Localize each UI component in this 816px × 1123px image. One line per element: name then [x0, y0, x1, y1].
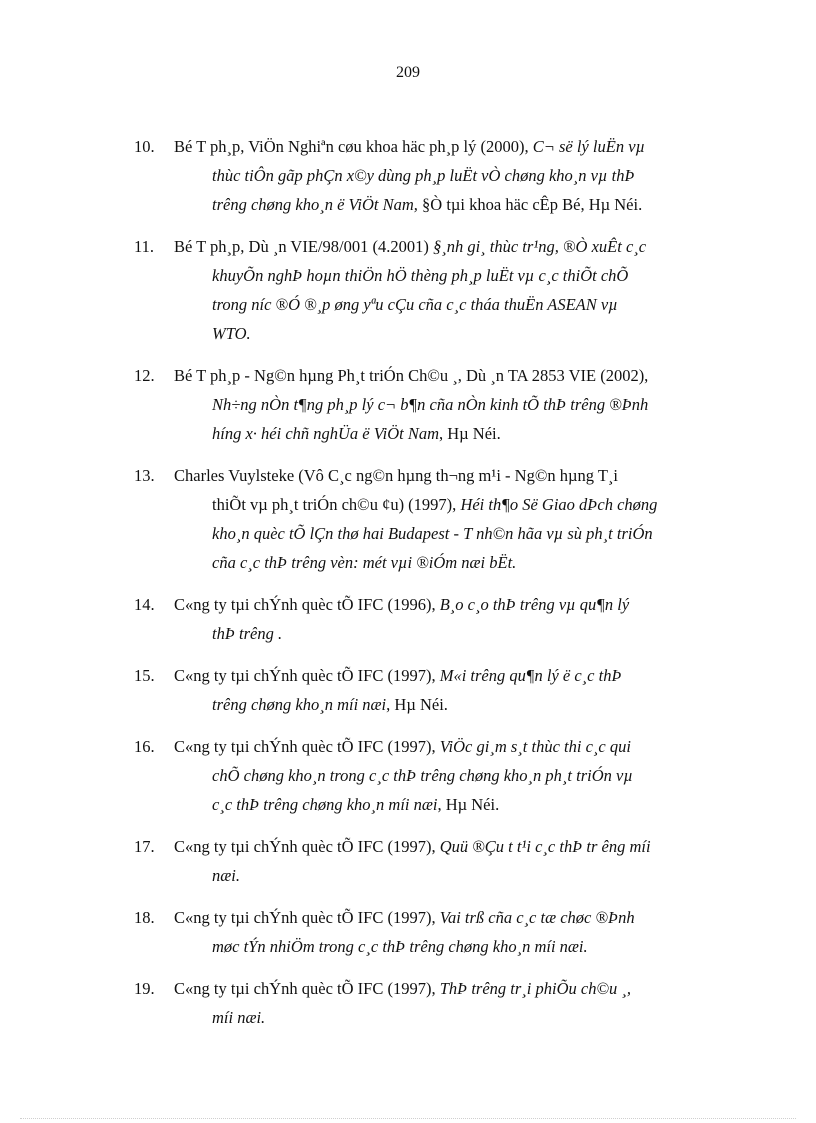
reference-text: Bé T ph¸p, Dù ¸n VIE/98/001 (4.2001) [174, 237, 433, 256]
reference-item [134, 232, 740, 348]
reference-title-text: Vai trß cña c¸c tæ chøc ®Þnh [439, 908, 635, 927]
reference-line [212, 319, 740, 348]
reference-text: C«ng ty tµi chÝnh quèc tÕ IFC (1997), [174, 908, 440, 927]
footer-divider [20, 1118, 796, 1119]
reference-text: Bé T ph¸p, ViÖn Nghiªn cøu khoa häc ph¸p lý (2000), [174, 137, 533, 156]
reference-text: C«ng ty tµi chÝnh quèc tÕ IFC (1997), [174, 737, 440, 756]
reference-title-text: thùc tiÔn gãp phÇn x©y dùng ph¸p luËt vÒ chøng kho¸n vµ thÞ [212, 166, 635, 185]
reference-line [212, 790, 740, 819]
reference-line [212, 619, 740, 648]
reference-number: 16. [134, 737, 155, 756]
reference-item [134, 132, 740, 219]
reference-line [212, 761, 740, 790]
reference-line [212, 932, 740, 961]
reference-number: 15. [134, 666, 155, 685]
reference-line [212, 161, 740, 190]
reference-line [212, 290, 740, 319]
reference-item [134, 832, 740, 890]
reference-item [134, 361, 740, 448]
reference-title-text: Quü ®Çu t t¹i c¸c thÞ tr êng míi [439, 837, 651, 856]
reference-line [212, 548, 740, 577]
reference-number: 11. [134, 237, 155, 256]
reference-line [174, 903, 740, 932]
reference-title-text: trêng chøng kho¸n míi næi [212, 695, 387, 714]
reference-number: 14. [134, 595, 155, 614]
reference-text: , Hµ Néi. [386, 695, 448, 714]
reference-title-text: Héi th¶o Së Giao dÞch chøng [460, 495, 658, 514]
reference-title-text: thÞ trêng . [212, 624, 283, 643]
reference-line [212, 419, 740, 448]
reference-title-text: WTO. [212, 324, 251, 343]
reference-title-text: ViÖc gi¸m s¸t thùc thi c¸c qui [439, 737, 631, 756]
reference-line [174, 661, 740, 690]
reference-title-text: §¸nh gi¸ thùc tr¹ng, ®Ò xuÊt c¸c [432, 237, 647, 256]
reference-line [174, 732, 740, 761]
reference-line [174, 232, 740, 261]
reference-line [212, 690, 740, 719]
reference-line [212, 261, 740, 290]
reference-number: 19. [134, 979, 155, 998]
reference-line [174, 361, 740, 390]
reference-number: 18. [134, 908, 155, 927]
reference-number: 17. [134, 837, 155, 856]
reference-title-text: c¸c thÞ trêng chøng kho¸n míi næi [212, 795, 438, 814]
reference-item [134, 461, 740, 577]
reference-line [174, 832, 740, 861]
reference-line [174, 590, 740, 619]
reference-text: C«ng ty tµi chÝnh quèc tÕ IFC (1997), [174, 837, 440, 856]
reference-line [212, 190, 740, 219]
reference-number: 13. [134, 466, 155, 485]
reference-title-text: B¸o c¸o thÞ trêng vµ qu¶n lý [439, 595, 630, 614]
reference-line [212, 490, 740, 519]
reference-item [134, 974, 740, 1032]
reference-line [212, 519, 740, 548]
reference-title-text: chÕ chøng kho¸n trong c¸c thÞ trêng chøng kho¸n ph¸t triÓn vµ [212, 766, 633, 785]
reference-text: Bé T ph¸p - Ng©n hµng Ph¸t triÓn Ch©u ¸, Dù ¸n TA 2853 VIE (2002), [174, 366, 649, 385]
reference-line [212, 861, 740, 890]
reference-line [174, 974, 740, 1003]
reference-title-text: C¬ së lý luËn vµ [532, 137, 646, 156]
reference-title-text: híng x· héi chñ nghÜa ë ViÖt Nam [212, 424, 439, 443]
reference-title-text: ThÞ trêng tr¸i phiÕu ch©u ¸, [439, 979, 631, 998]
reference-text: Charles Vuylsteke (Vô C¸c ng©n hµng th¬ng m¹i - Ng©n hµng T¸i [174, 466, 618, 485]
reference-title-text: míi næi. [212, 1008, 266, 1027]
reference-title-text: møc tÝn nhiÖm trong c¸c thÞ trêng chøng kho¸n míi næi. [212, 937, 588, 956]
reference-text: , Hµ Néi. [437, 795, 500, 814]
reference-text: C«ng ty tµi chÝnh quèc tÕ IFC (1997), [174, 979, 440, 998]
reference-line [174, 461, 740, 490]
reference-text: §Ò tµi khoa häc cÊp Bé, Hµ Néi. [417, 195, 643, 214]
reference-title-text: trêng chøng kho¸n ë ViÖt Nam, [212, 195, 418, 214]
reference-title-text: trong níc ®Ó ®¸p øng yªu cÇu cña c¸c tháa thuËn ASEAN vµ [212, 295, 618, 314]
reference-title-text: næi. [212, 866, 240, 885]
reference-item [134, 732, 740, 819]
reference-line [212, 390, 740, 419]
reference-title-text: Nh÷ng nÒn t¶ng ph¸p lý c¬ b¶n cña nÒn kinh tÕ thÞ trêng ®Þnh [212, 395, 649, 414]
page-number: 209 [396, 64, 420, 81]
reference-text: , Hµ Néi. [439, 424, 501, 443]
reference-list [134, 132, 740, 1045]
reference-title-text: cña c¸c thÞ trêng vèn: mét vµi ®iÓm næi bËt. [212, 553, 517, 572]
reference-line [174, 132, 740, 161]
reference-number: 10. [134, 137, 155, 156]
reference-item [134, 903, 740, 961]
reference-title-text: khuyÕn nghÞ hoµn thiÖn hÖ thèng ph¸p luËt vµ c¸c thiÕt chÕ [212, 266, 629, 285]
reference-text: C«ng ty tµi chÝnh quèc tÕ IFC (1996), [174, 595, 440, 614]
reference-line [212, 1003, 740, 1032]
reference-title-text: kho¸n quèc tÕ lÇn thø hai Budapest - T nh©n hãa vµ sù ph¸t triÓn [212, 524, 653, 543]
reference-text: C«ng ty tµi chÝnh quèc tÕ IFC (1997), [174, 666, 440, 685]
reference-text: thiÕt vµ ph¸t triÓn ch©u ¢u) (1997), [212, 495, 461, 514]
reference-number: 12. [134, 366, 155, 385]
reference-title-text: M«i trêng qu¶n lý ë c¸c thÞ [439, 666, 622, 685]
reference-item [134, 661, 740, 719]
reference-item [134, 590, 740, 648]
